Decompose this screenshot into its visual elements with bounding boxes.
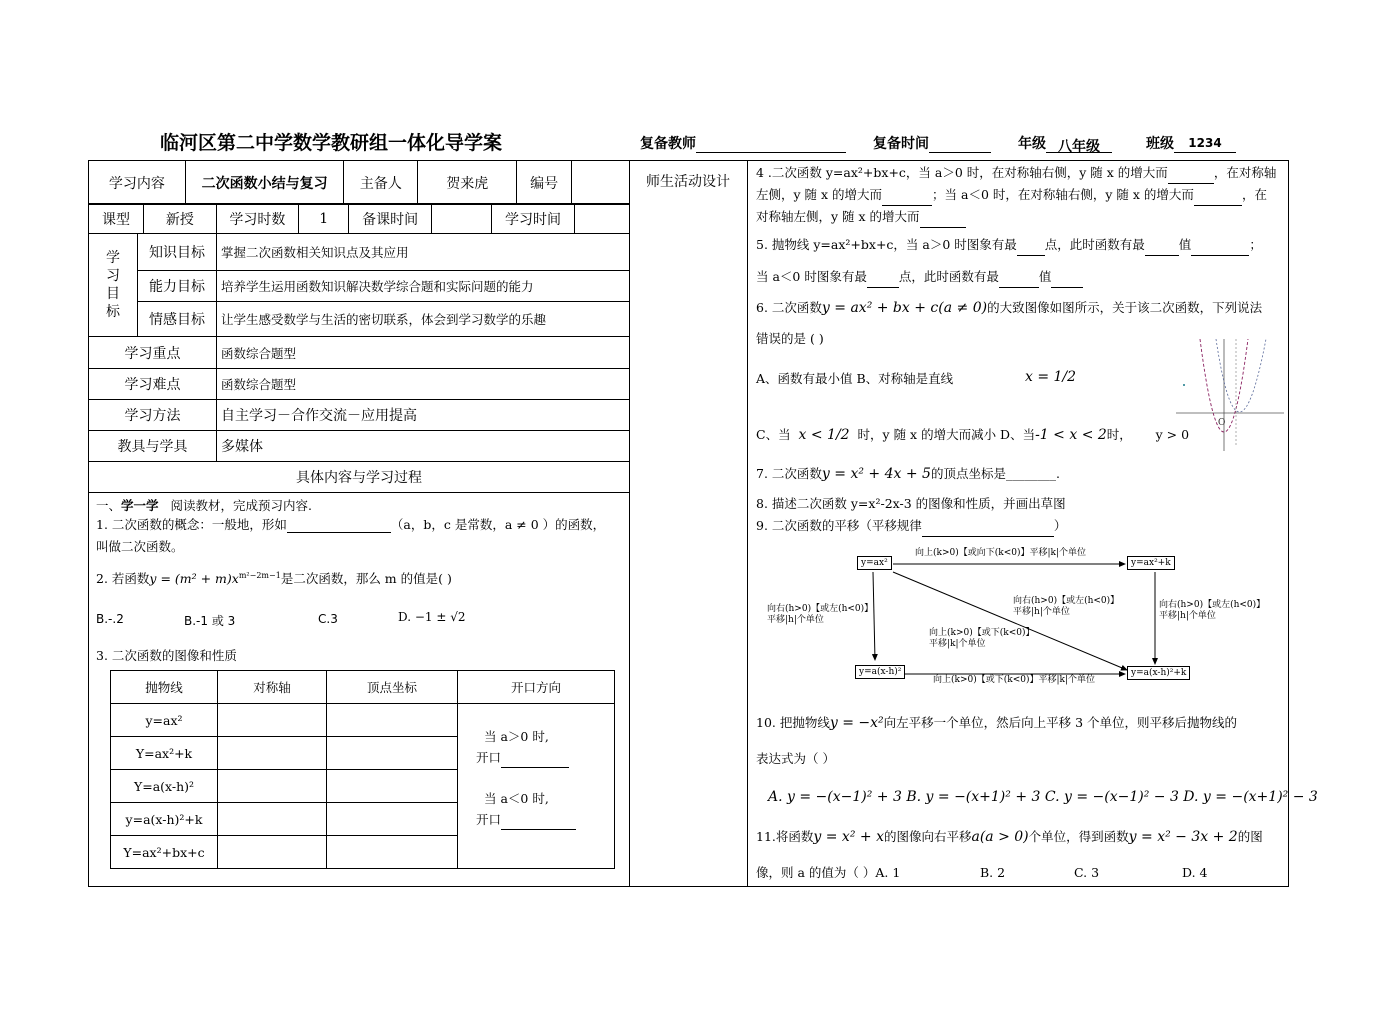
time-label: 复备时间 xyxy=(873,133,991,153)
question-6-line2: 错误的是 ( ) xyxy=(756,331,824,346)
type-label: 课型 xyxy=(89,204,144,234)
col-opening: 开口方向 xyxy=(458,671,615,704)
teacher-label: 复备教师 xyxy=(640,133,846,153)
properties-table xyxy=(110,670,615,869)
q2-option-c: C.3 xyxy=(318,612,338,626)
question-10: 10. 把抛物线y = −x²向左平移一个单位，然后向上平移 3 个单位，则平移后抛物线的 xyxy=(756,715,1238,731)
type-table xyxy=(88,203,630,234)
row-label: y=ax² xyxy=(111,704,218,737)
question-5: 5. 抛物线 y=ax²+bx+c，当 a＞0 时图象有最 点，此时函数有最 值 ； xyxy=(756,234,1262,256)
tools-label: 教具与学具 xyxy=(89,431,217,462)
question-4-line2: 左侧，y 随 x 的增大而 ；当 a＜0 时，在对称轴右侧，y 随 x 的增大而 ，在 xyxy=(756,184,1267,206)
parabola-graph xyxy=(1176,335,1286,453)
q2-option-b: B.-1 或 3 xyxy=(184,614,236,628)
question-11-line2: 像，则 a 的值为（ ）A. 1 xyxy=(756,865,901,880)
diagram-right-label: 向右(h>0)【或左(h<0)】 平移|h|个单位 xyxy=(1159,600,1266,621)
diagram-top-label: 向上(k>0)【或向下(k<0)】平移|k|个单位 xyxy=(915,548,1087,558)
question-6-option-cd: C、当 x < 1/2 时，y 随 x 的增大而减小 D、当-1 < x < 2时， y > 0 xyxy=(756,427,1190,443)
goals-label: 学习目标 xyxy=(89,234,138,337)
key-table xyxy=(88,336,630,493)
diagram-box-1: y=ax² xyxy=(857,556,892,570)
col-vertex: 顶点坐标 xyxy=(327,671,458,704)
ability-value: 培养学生运用函数知识解决数学综合题和实际问题的能力 xyxy=(217,271,630,302)
grade-field: 年级 八年级 xyxy=(1018,133,1112,153)
process-title: 具体内容与学习过程 xyxy=(89,462,630,493)
row-label: Y=ax²+bx+c xyxy=(111,836,218,869)
info-table xyxy=(88,160,630,205)
study-time-label: 学习时间 xyxy=(492,204,575,234)
question-11: 11.将函数y = x² + x的图像向右平移a(a > 0)个单位，得到函数y = x² − 3x + 2的图 xyxy=(756,829,1263,845)
question-6: 6. 二次函数y = ax² + bx + c(a ≠ 0)的大致图像如图所示，关于该二次函数，下列说法 xyxy=(756,300,1263,316)
q2-option-d: D. −1 ± √2 xyxy=(398,610,466,624)
question-1-cont: 叫做二次函数。 xyxy=(96,539,184,554)
class-field: 班级 1234 xyxy=(1146,133,1236,153)
diagram-box-3: y=a(x-h)² xyxy=(855,665,905,679)
question-2: 2. 若函数$y = (m^2 + m)x^{m^2-2m-1}$是二次函数，那么 m 的值是( ) xyxy=(96,570,452,586)
q2-option-a: B.-.2 xyxy=(96,612,124,626)
emotion-label: 情感目标 xyxy=(138,302,217,337)
question-4: 4 .二次函数 y=ax²+bx+c，当 a＞0 时，在对称轴右侧，y 随 x 的增大而 ，在对称轴 xyxy=(756,162,1276,184)
emotion-value: 让学生感受数学与生活的密切联系，体会到学习数学的乐趣 xyxy=(217,302,630,337)
preparer-label: 主备人 xyxy=(344,161,418,205)
study-time-value xyxy=(574,204,630,234)
key-label: 学习重点 xyxy=(89,337,217,369)
q11-option-b: B. 2 xyxy=(980,865,1006,880)
design-column-header: 师生活动设计 xyxy=(646,174,730,190)
column-divider xyxy=(747,160,748,887)
opening-cell: 当 a＞0 时, 开口 当 a＜0 时, 开口 xyxy=(458,704,615,869)
knowledge-value: 掌握二次函数相关知识点及其应用 xyxy=(217,234,630,271)
graph-dot xyxy=(1183,384,1185,386)
question-8: 8. 描述二次函数 y=x²-2x-3 的图像和性质，并画出草图 xyxy=(756,496,1066,511)
question-6-option-ab: A、函数有最小值 B、对称轴是直线 xyxy=(756,371,954,386)
diagram-diagonal-label: 向右(h>0)【或左(h<0)】 平移|h|个单位 xyxy=(1013,596,1120,617)
question-5-line2: 当 a＜0 时图象有最 点，此时函数有最 值 xyxy=(756,266,1083,288)
content-label: 学习内容 xyxy=(89,161,186,205)
question-3: 3. 二次函数的图像和性质 xyxy=(96,648,237,663)
type-value: 新授 xyxy=(144,204,216,234)
q11-option-c: C. 3 xyxy=(1074,865,1100,880)
number-value xyxy=(572,161,630,205)
prep-time-label: 备课时间 xyxy=(349,204,432,234)
question-9: 9. 二次函数的平移（平移规律 ） xyxy=(756,515,1066,537)
question-1: 1. 二次函数的概念：一般地，形如 （a，b，c 是常数，a ≠ 0 ）的函数， xyxy=(96,517,606,532)
col-axis: 对称轴 xyxy=(218,671,327,704)
knowledge-label: 知识目标 xyxy=(138,234,217,271)
row-label: Y=ax²+k xyxy=(111,737,218,770)
diagram-box-4: y=a(x-h)²+k xyxy=(1127,666,1190,680)
question-7: 7. 二次函数y = x² + 4x + 5的顶点坐标是________. xyxy=(756,466,1060,482)
tools-value: 多媒体 xyxy=(217,431,630,462)
difficulty-label: 学习难点 xyxy=(89,369,217,400)
q6-axis-formula: x = 1/2 xyxy=(1025,369,1077,385)
question-10-options: A. y = −(x−1)² + 3 B. y = −(x+1)² + 3 C. y = −(x−1)² − 3 D. y = −(x+1)² − 3 xyxy=(768,789,1318,805)
number-label: 编号 xyxy=(517,161,572,205)
goals-table xyxy=(88,233,630,337)
ability-label: 能力目标 xyxy=(138,271,217,302)
difficulty-value: 函数综合题型 xyxy=(217,369,630,400)
page-title: 临河区第二中学数学教研组一体化导学案 xyxy=(160,132,503,154)
diagram-left-label: 向右(h>0)【或左(h<0)】 平移|h|个单位 xyxy=(767,604,874,625)
parabola-curve xyxy=(1216,339,1266,412)
hours-label: 学习时数 xyxy=(216,204,299,234)
content-value: 二次函数小结与复习 xyxy=(185,161,344,205)
diagram-bottom-label: 向上(k>0)【或下(k<0)】平移|k|个单位 xyxy=(933,675,1096,685)
question-10-line2: 表达式为（ ） xyxy=(756,751,835,766)
key-value: 函数综合题型 xyxy=(217,337,630,369)
section1-heading: 一、学一学 阅读教材，完成预习内容. xyxy=(96,498,312,513)
method-value: 自主学习－合作交流－应用提高 xyxy=(217,400,630,431)
graph-origin-label: O xyxy=(1218,418,1226,428)
preparer-value: 贺来虎 xyxy=(418,161,517,205)
hours-value: 1 xyxy=(299,204,349,234)
method-label: 学习方法 xyxy=(89,400,217,431)
q11-option-d: D. 4 xyxy=(1182,865,1208,880)
diagram-diagonal-label-2: 向上(k>0)【或下(k<0)】 平移|k|个单位 xyxy=(929,628,1035,649)
row-label: y=a(x-h)²+k xyxy=(111,803,218,836)
translation-diagram xyxy=(755,540,1266,690)
diagram-box-2: y=ax²+k xyxy=(1127,556,1175,570)
prep-time-value xyxy=(431,204,491,234)
question-4-line3: 对称轴左侧，y 随 x 的增大而 xyxy=(756,206,966,228)
row-label: Y=a(x-h)² xyxy=(111,770,218,803)
col-parabola: 抛物线 xyxy=(111,671,218,704)
